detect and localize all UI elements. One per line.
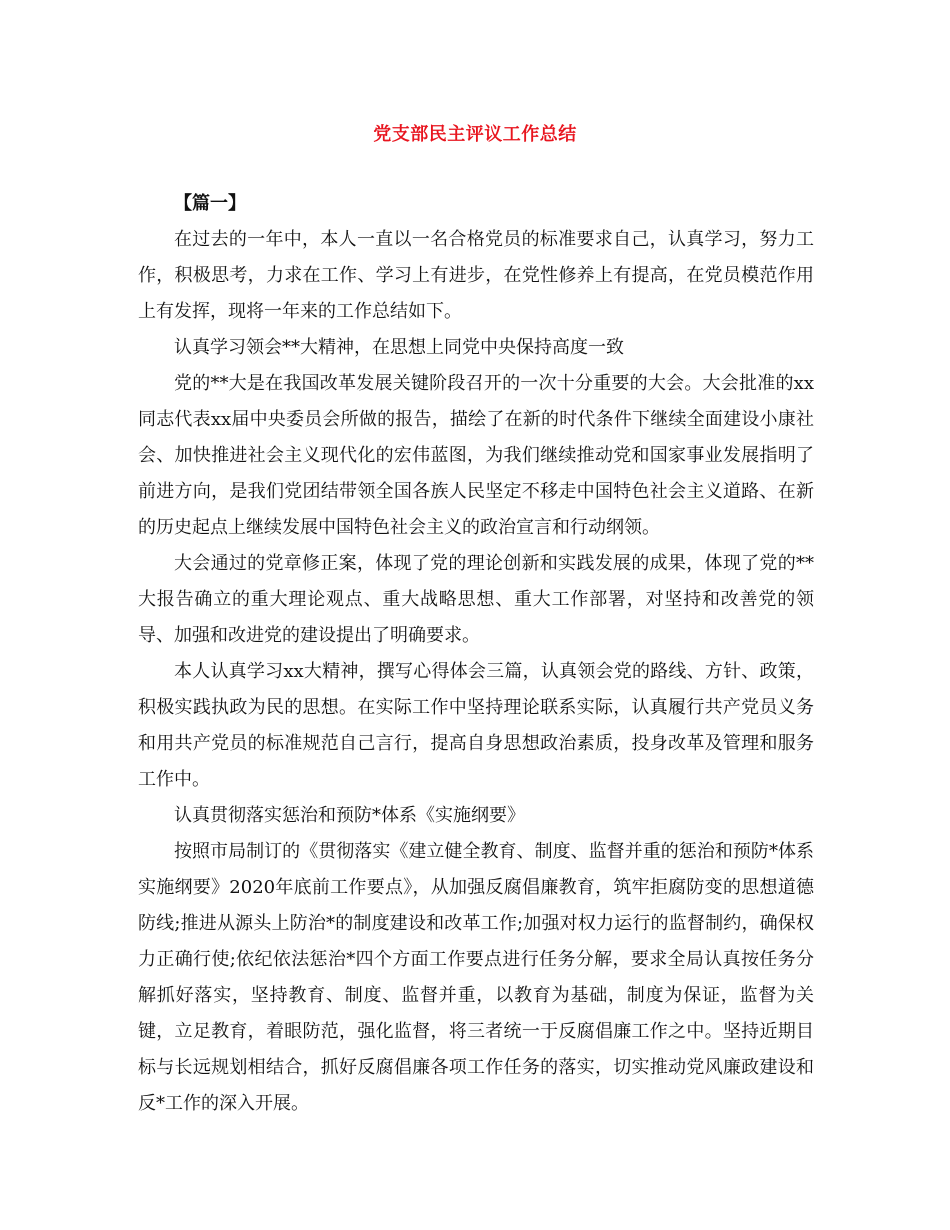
document-body	[138, 186, 814, 1122]
document-title: 党支部民主评议工作总结	[373, 124, 577, 145]
paragraph-congress: 党的**大是在我国改革发展关键阶段召开的一次十分重要的大会。大会批准的xx同志代表xx届中央委员会所做的报告，描绘了在新的时代条件下继续全面建设小康社会、加快推进社会主义现代化的宏伟蓝图，为我们继续推动党和国家事业发展指明了前进方向，是我们党团结带领全国各族人民坚定不移走中国特色社会主义道路、在新的历史起点上继续发展中国特色社会主义的政治宣言和行动纲领。	[138, 373, 814, 538]
paragraph-intro: 在过去的一年中，本人一直以一名合格党员的标准要求自己，认真学习，努力工作，积极思考，力求在工作、学习上有进步，在党性修养上有提高，在党员模范作用上有发挥，现将一年来的工作总结如下。	[138, 229, 814, 322]
paragraph-implementation: 按照市局制订的《贯彻落实《建立健全教育、制度、监督并重的惩治和预防*体系实施纲要》2020年底前工作要点》，从加强反腐倡廉教育，筑牢拒腐防变的思想道德防线;推进从源头上防治*的制度建设和改革工作;加强对权力运行的监督制约，确保权力正确行使;依纪依法惩治*四个方面工作要点进行任务分解，要求全局认真按任务分解抓好落实，坚持教育、制度、监督并重，以教育为基础，制度为保证，监督为关键，立足教育，着眼防范，强化监督，将三者统一于反腐倡廉工作之中。坚持近期目标与长远规划相结合，抓好反腐倡廉各项工作任务的落实，切实推动党风廉政建设和反*工作的深入开展。	[138, 841, 814, 1114]
paragraph-heading-1: 认真学习领会**大精神，在思想上同党中央保持高度一致	[174, 337, 624, 358]
paragraph-study: 本人认真学习xx大精神，撰写心得体会三篇，认真领会党的路线、方针、政策，积极实践执政为民的思想。在实际工作中坚持理论联系实际，认真履行共产党员义务和用共产党员的标准规范自己言行，提高自身思想政治素质，投身改革及管理和服务工作中。	[138, 661, 814, 790]
section-label: 【篇一】	[174, 193, 246, 214]
paragraph-heading-2: 认真贯彻落实惩治和预防*体系《实施纲要》	[174, 805, 525, 826]
paragraph-charter: 大会通过的党章修正案，体现了党的理论创新和实践发展的成果，体现了党的**大报告确立的重大理论观点、重大战略思想、重大工作部署，对坚持和改善党的领导、加强和改进党的建设提出了明确要求。	[138, 553, 814, 646]
